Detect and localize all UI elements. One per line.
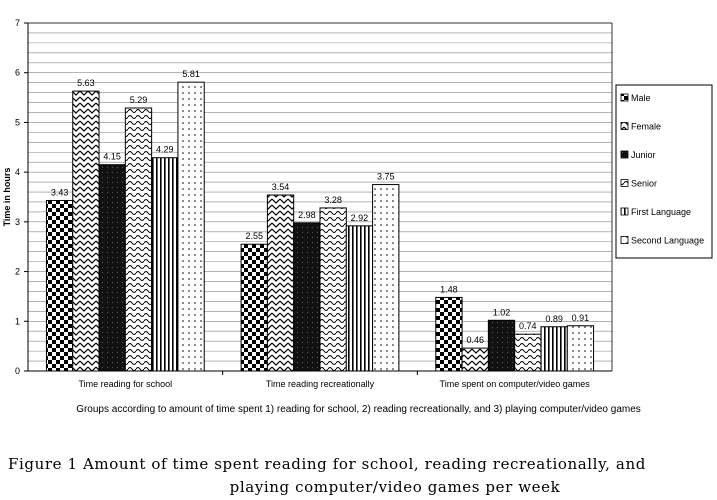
legend-label: Male bbox=[631, 93, 651, 103]
y-tick-label: 7 bbox=[14, 18, 20, 28]
x-tick-label: Time reading for school bbox=[78, 379, 173, 389]
bar bbox=[241, 244, 267, 371]
data-label: 5.29 bbox=[129, 95, 148, 106]
data-label: 0.46 bbox=[466, 335, 484, 346]
legend-label: Female bbox=[631, 121, 662, 132]
data-label: 3.28 bbox=[324, 194, 342, 205]
data-label: 0.91 bbox=[571, 312, 590, 323]
legend-swatch bbox=[621, 123, 628, 130]
legend-swatch bbox=[621, 237, 628, 244]
data-label: 0.89 bbox=[545, 313, 563, 324]
x-axis-title: Groups according to amount of time spent 1) reading for school, 2) reading recreationally, and 3) playing computer/video games bbox=[76, 404, 641, 415]
bar bbox=[567, 326, 593, 371]
legend-label: Junior bbox=[631, 150, 656, 160]
data-label: 1.48 bbox=[440, 284, 458, 295]
y-axis-title: Time in hours bbox=[2, 167, 12, 227]
bar bbox=[294, 223, 320, 371]
data-label: 0.74 bbox=[519, 321, 537, 332]
y-tick-label: 5 bbox=[14, 117, 20, 128]
legend-swatch bbox=[621, 151, 628, 158]
bar bbox=[462, 348, 488, 371]
y-tick-label: 3 bbox=[14, 216, 20, 227]
bar bbox=[320, 208, 346, 371]
y-tick-label: 6 bbox=[14, 67, 20, 78]
legend-swatch bbox=[621, 208, 628, 215]
bar bbox=[488, 320, 514, 371]
y-tick-label: 1 bbox=[14, 316, 20, 327]
bar bbox=[541, 327, 567, 371]
legend-swatch bbox=[621, 180, 628, 187]
bar bbox=[436, 297, 462, 371]
data-label: 3.75 bbox=[376, 171, 395, 182]
data-label: 3.54 bbox=[271, 182, 290, 193]
legend-label: Senior bbox=[631, 178, 658, 189]
legend bbox=[616, 85, 712, 258]
x-tick-label: Time reading recreationally bbox=[265, 379, 375, 389]
bar bbox=[152, 158, 178, 371]
data-label: 2.92 bbox=[350, 212, 369, 223]
data-label: 2.55 bbox=[245, 231, 264, 242]
bar bbox=[515, 334, 541, 371]
bars bbox=[46, 82, 593, 371]
legend-swatch bbox=[621, 94, 628, 101]
bar bbox=[267, 195, 293, 371]
bar bbox=[99, 165, 125, 371]
data-label: 2.98 bbox=[298, 209, 316, 220]
legend-label: First Language bbox=[631, 207, 692, 217]
data-label: 5.63 bbox=[77, 78, 95, 89]
bar bbox=[373, 185, 399, 371]
data-label: 4.15 bbox=[103, 151, 121, 162]
figure-caption-line-2: playing computer/video games per week bbox=[229, 478, 561, 496]
data-label: 1.02 bbox=[492, 307, 511, 318]
bar bbox=[73, 91, 99, 371]
data-label: 5.81 bbox=[182, 69, 200, 80]
legend-label: Second Language bbox=[631, 235, 705, 246]
y-tick-label: 4 bbox=[14, 167, 20, 178]
data-label: 4.29 bbox=[156, 144, 174, 155]
bar bbox=[346, 226, 372, 371]
bar bbox=[46, 200, 72, 371]
bar bbox=[125, 108, 151, 371]
data-label: 3.43 bbox=[50, 187, 69, 198]
legend-box bbox=[616, 85, 712, 258]
y-tick-label: 2 bbox=[14, 266, 20, 277]
y-tick-label: 0 bbox=[14, 366, 20, 376]
figure-caption-line-1: Figure 1 Amount of time spent reading for school, reading recreationally, and bbox=[8, 455, 646, 473]
x-tick-label: Time spent on computer/video games bbox=[439, 379, 590, 389]
bar bbox=[178, 82, 204, 371]
